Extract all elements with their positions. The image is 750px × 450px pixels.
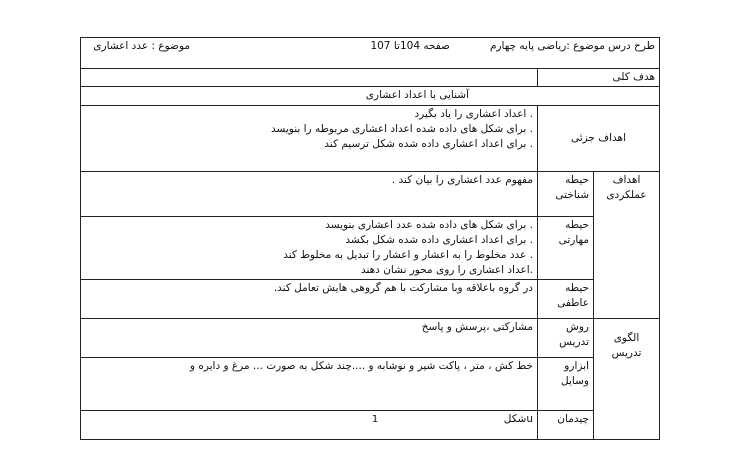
affective-domain-label: حیطه عاطفی [538, 280, 594, 319]
general-goal-value: آشنایی با اعداد اعشاری [81, 87, 660, 106]
cognitive-domain-items [81, 172, 538, 217]
skill-domain-items [81, 217, 538, 280]
partial-goal-item: . برای شکل های داده شده اعداد اعشاری مربوطه را بنویسد [270, 123, 533, 135]
header-cell [81, 38, 660, 69]
partial-goals-list [81, 106, 538, 172]
cognitive-domain-label: حیطه شناختی [538, 172, 594, 217]
skill-item: . برای اعداد اعشاری داده شده شکل بکشد [345, 234, 533, 246]
general-goal-spacer [81, 69, 538, 87]
affective-row [81, 280, 660, 319]
arrangement-label: چیدمان [538, 411, 594, 440]
skill-row [81, 217, 660, 280]
skill-item: .اعداد اعشاری را روی محور نشان دهند [360, 264, 533, 276]
skill-domain-label: حیطه مهارتی [538, 217, 594, 280]
partial-goals-row [81, 106, 660, 172]
skill-item: . برای شکل های داده شده عدد اعشاری بنویسد [325, 219, 533, 231]
affective-item: در گروه باعلاقه وبا مشارکت با هم گروهی هایش تعامل کند. [273, 282, 533, 294]
tools-label: ابزارو وسایل [538, 358, 594, 411]
arrangement-value: uشکل [81, 411, 538, 440]
skill-item: . عدد مخلوط را به اعشار و اعشار را تبدیل به مخلوط کند [283, 249, 533, 261]
partial-goal-item: . اعداد اعشاری را یاد بگیرد [414, 108, 533, 120]
tools-row [81, 358, 660, 411]
teaching-model-label: الگوی تدریس [594, 319, 660, 440]
general-goal-row [81, 87, 660, 106]
pages-range: صفحه 104تا 107 [370, 40, 450, 52]
behavioral-goals-label: اهداف عملکردی [594, 172, 660, 319]
header-row [81, 38, 660, 69]
method-value: مشارکتی ،پرسش و پاسخ [81, 319, 538, 358]
plan-title: طرح درس موضوع :ریاضی پایه چهارم [489, 40, 655, 52]
tools-value: خط کش ، متر ، پاکت شیر و نوشابه و ....چند شکل به صورت ... مرغ و دایره و [81, 358, 538, 411]
method-row [81, 319, 660, 358]
page-number: 1 [371, 414, 379, 425]
partial-goal-item: . برای اعداد اعشاری داده شده شکل ترسیم کند [324, 138, 533, 150]
affective-domain-items [81, 280, 538, 319]
general-goal-label: هدف کلی [538, 69, 660, 87]
method-label: روش تدریس [538, 319, 594, 358]
cognitive-item: مفهوم عدد اعشاری را بیان کند . [391, 174, 533, 186]
general-goal-label-row [81, 69, 660, 87]
partial-goals-label: اهداف جزئی [538, 106, 660, 172]
topic-label: موضوع : عدد اعشاری [93, 40, 190, 52]
cognitive-row [81, 172, 660, 217]
lesson-plan-table [80, 37, 660, 440]
